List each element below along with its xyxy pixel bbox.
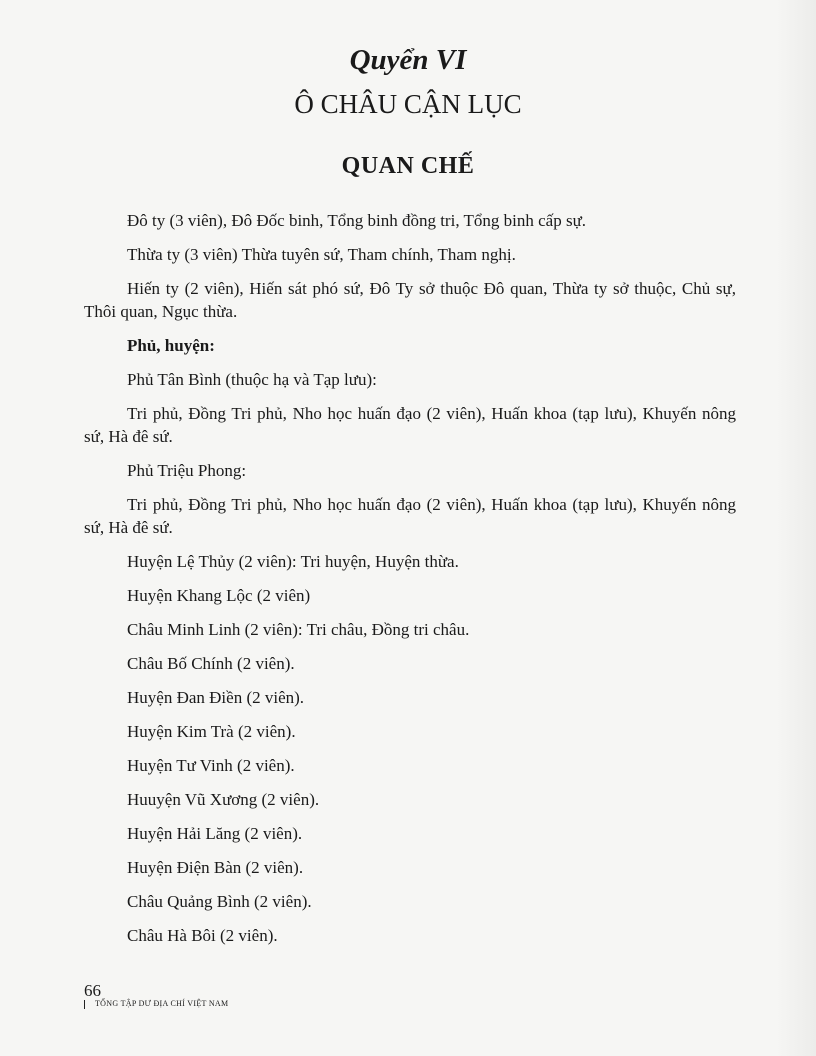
paragraph: Tri phủ, Đồng Tri phủ, Nho học huấn đạo (2 viên), Huấn khoa (tạp lưu), Khuyến nông sứ, Hà đê sứ. (84, 495, 736, 537)
subheading: Phủ, huyện: (127, 336, 215, 355)
paragraph: Phủ Triệu Phong: (127, 461, 247, 480)
paragraph: Huyện Khang Lộc (2 viên) (127, 586, 311, 605)
paragraph: Huyện Lệ Thủy (2 viên): Tri huyện, Huyện thừa. (127, 552, 459, 571)
paragraph: Châu Hà Bôi (2 viên). (127, 926, 278, 945)
paragraph: Châu Bố Chính (2 viên). (127, 654, 295, 673)
running-footer (84, 999, 228, 1009)
page-number: 66 (84, 981, 101, 1000)
footer-rule (84, 1000, 85, 1009)
running-title: TỔNG TẬP DƯ ĐỊA CHÍ VIỆT NAM (95, 999, 229, 1008)
paragraph: Huyện Kim Trà (2 viên). (127, 722, 296, 741)
paragraph: Tri phủ, Đồng Tri phủ, Nho học huấn đạo (2 viên), Huấn khoa (tạp lưu), Khuyến nông sứ, Hà đê sứ. (84, 404, 736, 446)
paragraph: Huyện Điện Bàn (2 viên). (127, 858, 304, 877)
paragraph: Châu Quảng Bình (2 viên). (127, 892, 312, 911)
paragraph: Huyện Tư Vinh (2 viên). (127, 756, 295, 775)
paragraph: Huuyện Vũ Xương (2 viên). (127, 790, 320, 809)
book-title: Quyển VI (349, 44, 467, 76)
paragraph: Phủ Tân Bình (thuộc hạ và Tạp lưu): (127, 370, 377, 389)
paragraph: Châu Minh Linh (2 viên): Tri châu, Đồng tri châu. (127, 620, 470, 639)
body-text (84, 209, 736, 958)
book-subtitle: Ô CHÂU CẬN LỤC (294, 89, 522, 119)
paragraph: Huyện Đan Điền (2 viên). (127, 688, 305, 707)
paragraph: Thừa ty (3 viên) Thừa tuyên sứ, Tham chính, Tham nghị. (127, 245, 516, 264)
section-title: QUAN CHẾ (341, 153, 475, 179)
paragraph: Đô ty (3 viên), Đô Đốc binh, Tổng binh đồng tri, Tổng binh cấp sự. (127, 211, 587, 230)
paragraph: Hiến ty (2 viên), Hiến sát phó sứ, Đô Ty sở thuộc Đô quan, Thừa ty sở thuộc, Chủ sự, Thôi quan, Ngục thừa. (84, 279, 736, 321)
paragraph: Huyện Hải Lăng (2 viên). (127, 824, 303, 843)
